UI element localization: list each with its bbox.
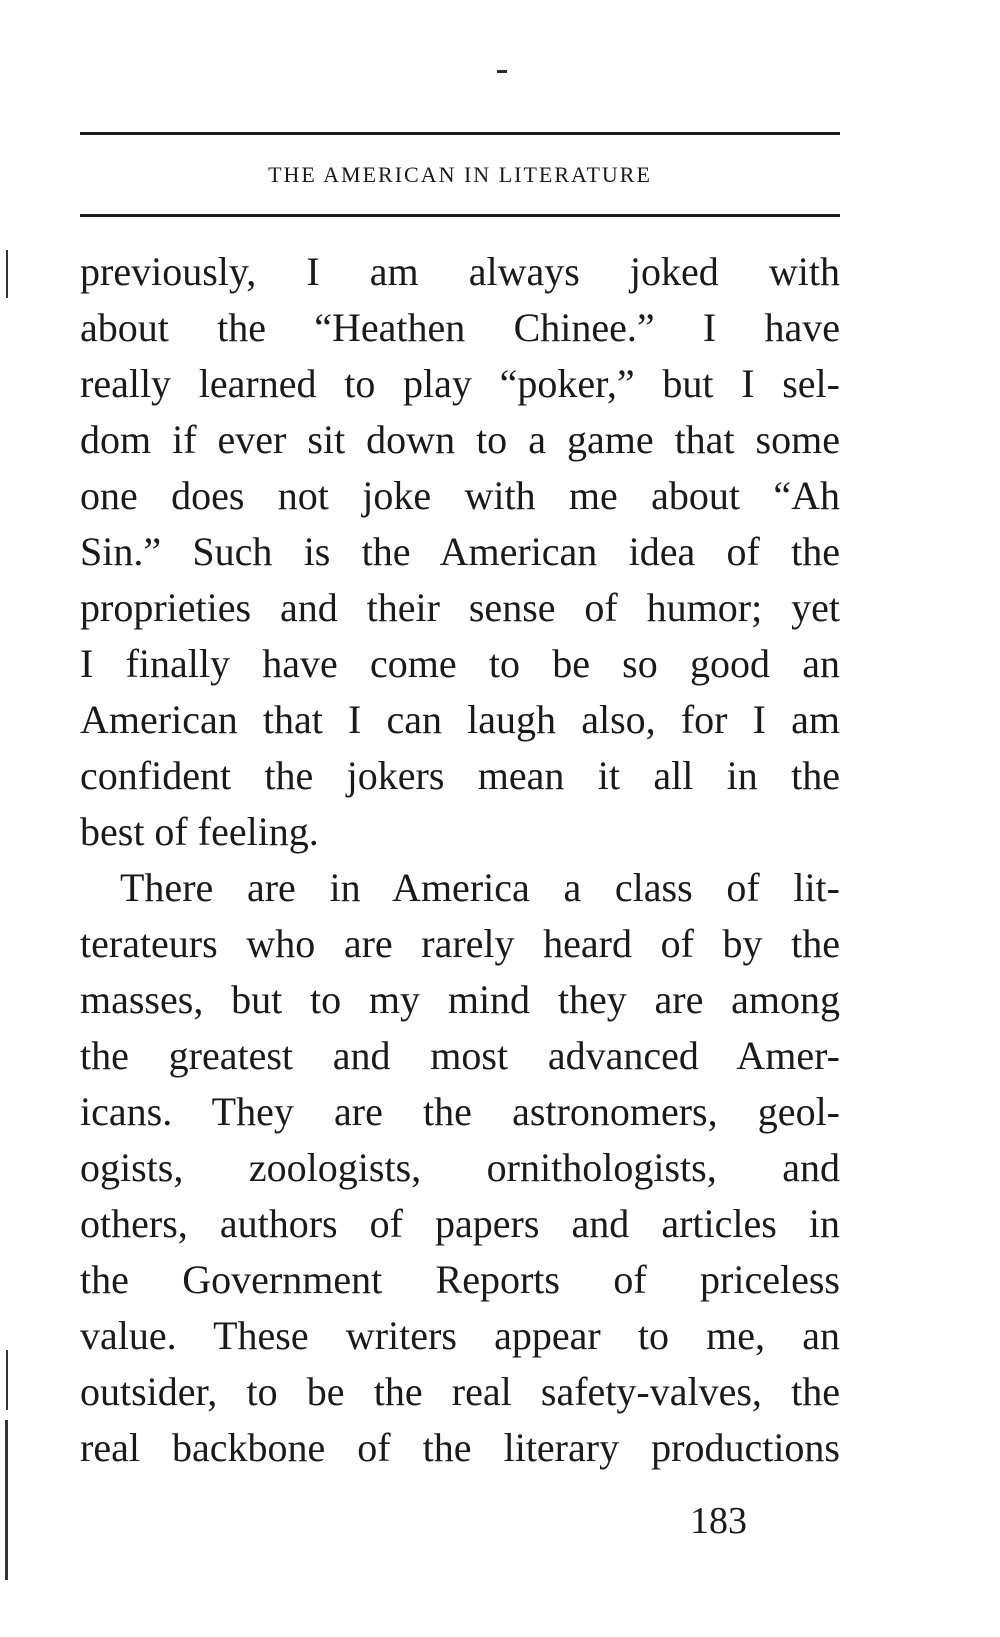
text-line: value. These writers appear to me, an	[80, 1313, 840, 1358]
header-rule-bottom	[80, 214, 840, 217]
text-line: about the “Heathen Chinee.” I have	[80, 305, 840, 350]
text-line: terateurs who are rarely heard of by the	[80, 921, 840, 966]
text-line: one does not joke with me about “Ah	[80, 473, 840, 518]
text-line: the greatest and most advanced Amer-	[80, 1033, 840, 1078]
text-line: confident the jokers mean it all in the	[80, 753, 840, 798]
text-line: Sin.” Such is the American idea of the	[80, 529, 840, 574]
text-line: real backbone of the literary productions	[80, 1425, 840, 1470]
text-line: I finally have come to be so good an	[80, 641, 840, 686]
running-title: THE AMERICAN IN LITERATURE	[268, 162, 652, 187]
text-line: the Government Reports of priceless	[80, 1257, 840, 1302]
text-line: proprieties and their sense of humor; yet	[80, 585, 840, 630]
body-text	[80, 244, 840, 1476]
text-line: ogists, zoologists, ornithologists, and	[80, 1145, 840, 1190]
page-number: 183	[690, 1500, 747, 1542]
text-line: really learned to play “poker,” but I sel-	[80, 361, 840, 406]
header-rule-top	[80, 132, 840, 135]
text-line: dom if ever sit down to a game that some	[80, 417, 840, 462]
scan-gutter-mark	[6, 1350, 8, 1410]
scan-mark	[497, 70, 507, 73]
text-line: masses, but to my mind they are among	[80, 977, 840, 1022]
text-line: American that I can laugh also, for I am	[80, 697, 840, 742]
scan-gutter-mark	[5, 1420, 8, 1580]
text-line: outsider, to be the real safety-valves, the	[80, 1369, 840, 1414]
text-line: There are in America a class of lit-	[120, 865, 840, 910]
text-line: others, authors of papers and articles in	[80, 1201, 840, 1246]
text-line: previously, I am always joked with	[80, 249, 840, 294]
text-line: icans. They are the astronomers, geol-	[80, 1089, 840, 1134]
scan-gutter-mark	[6, 250, 8, 298]
text-line: best of feeling.	[80, 809, 319, 854]
